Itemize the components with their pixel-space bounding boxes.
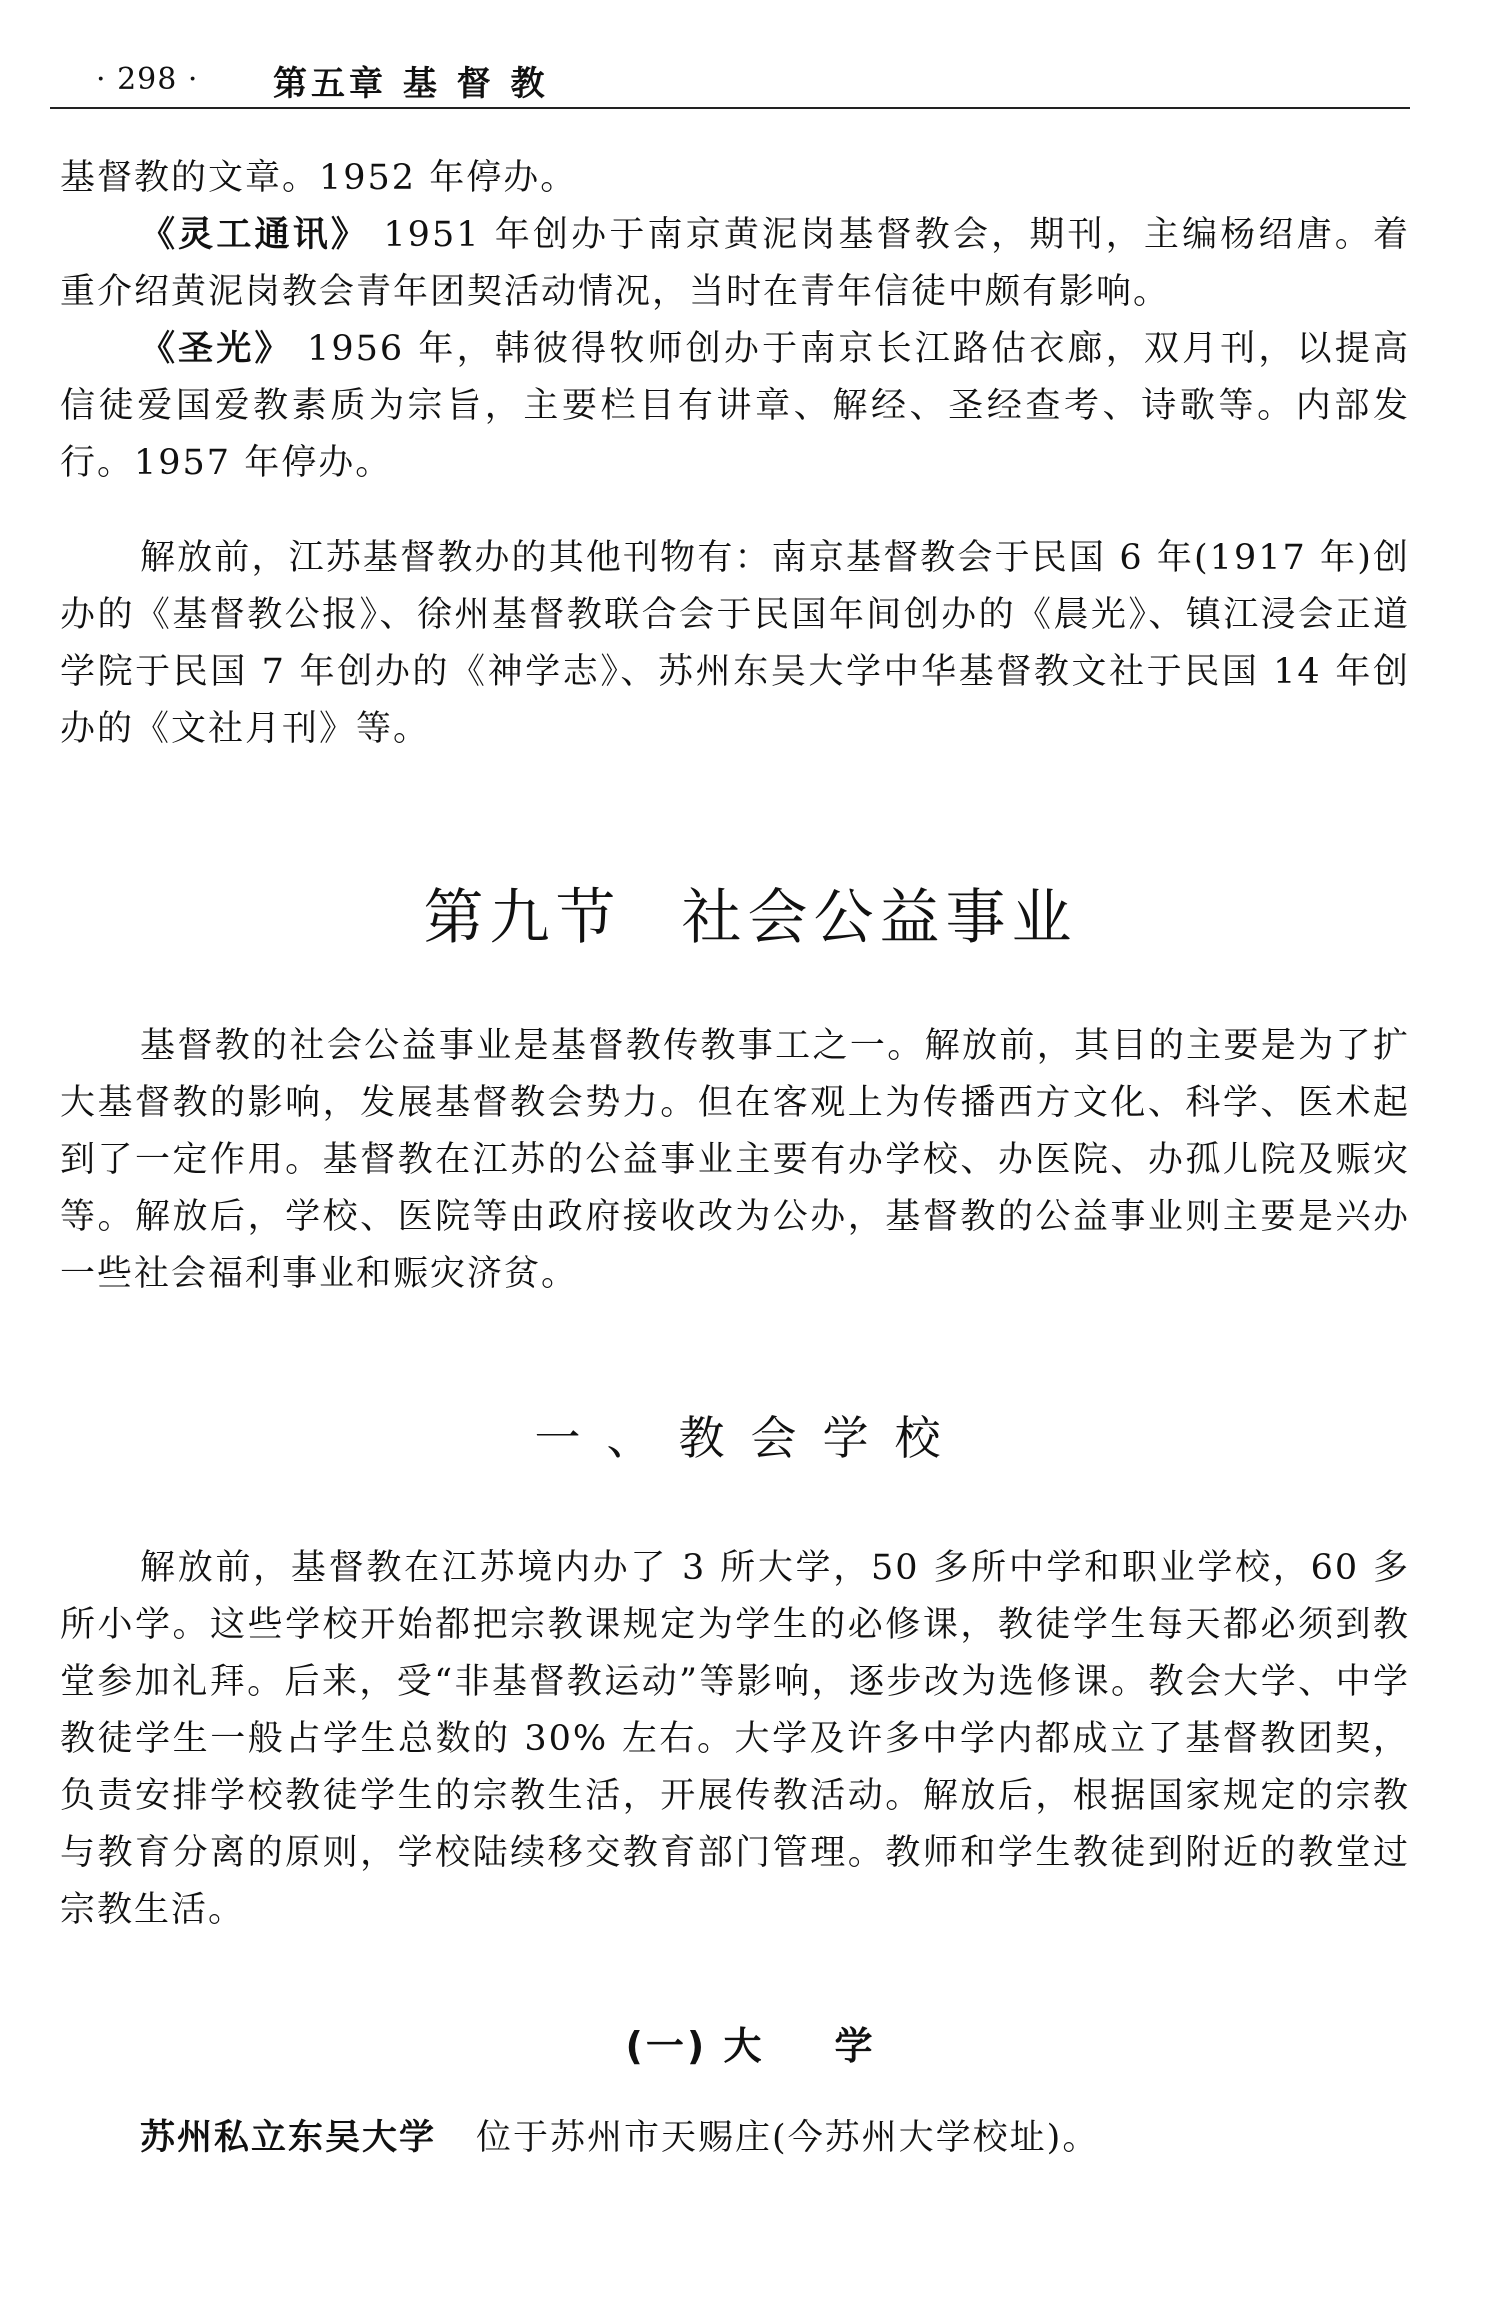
paragraph-other-periodicals: 解放前，江苏基督教办的其他刊物有：南京基督教会于民国 6 年(1917 年)创办的《基督教公报》、徐州基督教联合会于民国年间创办的《晨光》、镇江浸会正道学院于民国 7 年创办的《神学志》、苏州东吴大学中华基督教文社于民国 14 年创办的《文社月刊》等。 xyxy=(60,538,1410,749)
running-header xyxy=(58,56,1438,104)
entry-paragraph xyxy=(60,2110,1410,2167)
section-intro: 基督教的社会公益事业是基督教传教事工之一。解放前，其目的主要是为了扩大基督教的影响，发展基督教会势力。但在客观上为传播西方文化、科学、医术起到了一定作用。基督教在江苏的公益事业主要有办学校、办医院、办孤儿院及赈灾等。解放后，学校、医院等由政府接收改为公办，基督教的公益事业则主要是兴办一些社会福利事业和赈灾济贫。 xyxy=(60,1026,1410,1294)
periodical-name: 《圣光》 xyxy=(140,329,293,369)
subsection-body: 解放前，基督教在江苏境内办了 3 所大学，50 多所中学和职业学校，60 多所小学。这些学校开始都把宗教课规定为学生的必修课，教徒学生每天都必须到教堂参加礼拜。后来，受“非基督教运动”等影响，逐步改为选修课。教会大学、中学教徒学生一般占学生总数的 30% 左右。大学及许多中学内都成立了基督教团契，负责安排学校教徒学生的宗教生活，开展传教活动。解放后，根据国家规定的宗教与教育分离的原则，学校陆续移交教育部门管理。教师和学生教徒到附近的教堂过宗教生活。 xyxy=(60,1548,1410,1930)
entry-name: 苏州私立东吴大学 xyxy=(140,2118,437,2158)
section-number: 第九节 xyxy=(423,883,622,953)
header-rule xyxy=(50,107,1410,109)
section-title: 社会公益事业 xyxy=(681,883,1078,953)
paragraph-lingong: 《灵工通讯》 1951 年创办于南京黄泥岗基督教会，期刊，主编杨绍唐。着重介绍黄泥岗教会青年团契活动情况，当时在青年信徒中颇有影响。 xyxy=(60,215,1410,312)
subsubsection-title: 大 xyxy=(723,2024,765,2068)
subsubsection-label: (一) xyxy=(625,2024,708,2068)
paragraph-continued: 基督教的文章。1952 年停办。 xyxy=(60,158,578,198)
periodical-name: 《灵工通讯》 xyxy=(140,215,370,255)
chapter-title: 第五章 基 督 教 xyxy=(273,64,549,104)
paragraph-shengguang: 《圣光》 1956 年，韩彼得牧师创办于南京长江路估衣廊，双月刊，以提高信徒爱国爱教素质为宗旨，主要栏目有讲章、解经、圣经查考、诗歌等。内部发行。1957 年停办。 xyxy=(60,329,1410,483)
page-number: · 298 · xyxy=(96,62,199,97)
section-heading xyxy=(0,870,1501,956)
subsubsection-heading xyxy=(0,2015,1501,2070)
subsection-heading: 一、教会学校 xyxy=(534,1411,967,1465)
entry-text: 位于苏州市天赐庄(今苏州大学校址)。 xyxy=(476,2118,1100,2158)
subsubsection-title-2: 学 xyxy=(834,2024,876,2068)
